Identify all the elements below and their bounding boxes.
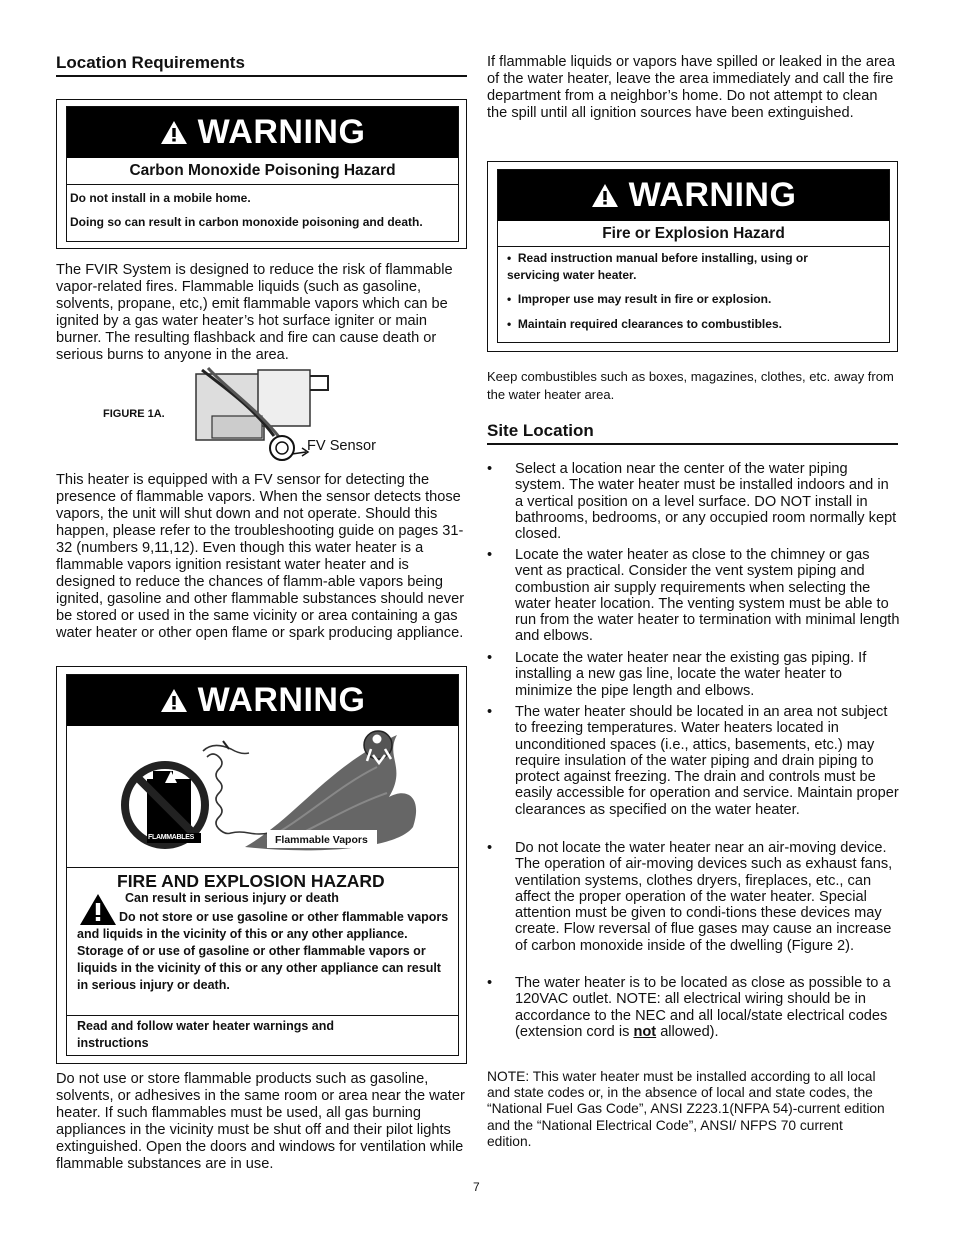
warning-title: WARNING: [197, 113, 366, 151]
warning-triangle-icon: [160, 120, 188, 145]
emphasis-not: not: [633, 1023, 657, 1040]
list-item: • Locate the water heater as close to the chimney or gas vent as practical. Consider the vent system piping and combustion air supply requirements when selecting the water heater location. The venting system must be able to run from the water heater to termination with minimal length and elbows.: [487, 547, 900, 645]
warning-footer: Read and follow water heater warnings and instructions: [77, 1019, 334, 1050]
hazard-subtitle: Can result in serious injury or death: [125, 891, 339, 905]
installation-note: NOTE: This water heater must be installed according to all local and state codes or, in the absence of local and state codes, the “National Fuel Gas Code”, ANSI Z223.1(NFPA 54)-current edition and the “National Electrical Code”, ANSI/ NFPS 70 current edition.: [487, 1069, 885, 1149]
flammable-vapors-illustration: [67, 727, 458, 867]
flammables-can-label: FLAMMABLES: [148, 834, 194, 841]
section-heading-location: Location Requirements: [56, 53, 245, 72]
page-number: 7: [473, 1180, 480, 1194]
warning-triangle-icon: [160, 688, 188, 713]
warning-title: WARNING: [197, 681, 366, 719]
list-item: • The water heater should be located in an area not subject to freezing temperatures. Water heaters located in unconditioned spaces (i.e., attics, basements, etc.) may require insulation of the water piping and drain piping to protect against freezing. The drain and controls must be easily accessible for operation and service. Maintain proper clearances as specified on the water heater.: [487, 704, 899, 818]
list-item: • Do not locate the water heater near an air-moving device. The operation of air-moving devices such as exhaust fans, ventilation systems, clothes dryers, fireplaces, etc., can affect the proper operation of the water heater. Special attention must be given to condi-tions these devices may create. Flow reversal of flue gases may cause an increase of carbon monoxide inside of the dwelling (Figure 2).: [487, 840, 893, 954]
warning-banner: [67, 107, 458, 158]
warning-bullet: • Improper use may result in fire or explosion.: [507, 292, 772, 306]
section-rule: [56, 75, 467, 77]
warning-title: WARNING: [628, 176, 797, 214]
flammable-vapors-label: Flammable Vapors: [275, 834, 368, 846]
list-item: • Select a location near the center of the water piping system. The water heater must be installed indoors and in a vertical position on a level surface. DO NOT install in bathrooms, bedrooms, or any occupied room normally kept closed.: [487, 461, 897, 543]
warning-bullet: • Read instruction manual before installing, using or servicing water heater.: [507, 251, 808, 282]
hazard-body: Do not store or use gasoline or other flammable vapors and liquids in the vicinity of this or any other appliance. Storage of or use of gasoline or other flammable vapors or liquids in the vicinity of this or any other appliance can result in serious injury or death.: [77, 910, 449, 992]
warning-triangle-icon: [591, 183, 619, 208]
warning-banner: [498, 170, 889, 221]
warning-line: Do not install in a mobile home.: [70, 191, 251, 205]
list-item: • Locate the water heater near the existing gas piping. If installing a new gas line, locate the water heater to minimize the pipe length and elbows.: [487, 650, 867, 699]
figure-callout: FV Sensor: [307, 438, 376, 454]
warning-subtitle: Carbon Monoxide Poisoning Hazard: [67, 159, 458, 185]
divider: [67, 1015, 458, 1016]
section-heading-site: Site Location: [487, 421, 594, 440]
warning-banner: [67, 675, 458, 726]
paragraph-flammable-products: Do not use or store flammable products such as gasoline, solvents, or adhesives in the same room or area near the water heater. If such flammables must be used, all gas burning appliances in the vicinity must be shut off and their pilot lights extinguished. Open the doors and windows for ventilation while flammable substances are in use.: [56, 1071, 465, 1172]
hazard-title: FIRE AND EXPLOSION HAZARD: [117, 871, 385, 891]
paragraph-fv-sensor: This heater is equipped with a FV sensor for detecting the presence of flammable vapors. When the sensor detects those vapors, the unit will shut down and not operate. Should this happen, please refer to the troubleshooting guide on pages 31-32 (numbers 9,11,12). Even though this water heater is a flammable vapors ignition resistant water heater and is designed to reduce the chances of flamm-able vapors being ignited, gasoline and other flammable substances should never be stored or used in the same vicinity or area containing a gas water heater or other open flame or spark producing appliance.: [56, 472, 465, 641]
figure-label: FIGURE 1A.: [103, 408, 165, 420]
fv-sensor-figure: [192, 366, 338, 470]
warning-subtitle: Fire or Explosion Hazard: [498, 222, 889, 247]
paragraph-fvir: The FVIR System is designed to reduce the risk of flammable vapor-related fires. Flammable liquids (such as gasoline, solvents, propane, etc,) emit flammable vapors which can be ignited by a gas water heater’s hot surface igniter or main burner. The resulting flashback and fire can cause death or serious burns to anyone in the area.: [56, 262, 453, 363]
warning-line: Doing so can result in carbon monoxide poisoning and death.: [70, 215, 423, 229]
list-item: • The water heater is to be located as close as possible to a 120VAC outlet. NOTE: all electrical wiring should be in accordance to the NEC and all local/state electrical codes (extension cord is not allowed).: [487, 975, 891, 1040]
warning-bullet: • Maintain required clearances to combustibles.: [507, 317, 782, 331]
section-rule: [487, 443, 898, 445]
divider: [67, 867, 458, 868]
paragraph-spill: If flammable liquids or vapors have spilled or leaked in the area of the water heater, leave the area immediately and call the fire department from a neighbor’s home. Do not attempt to clean the spill until all ignition sources have been extinguished.: [487, 54, 896, 121]
keep-combustibles-note: Keep combustibles such as boxes, magazines, clothes, etc. away from the water heater area.: [487, 369, 894, 402]
